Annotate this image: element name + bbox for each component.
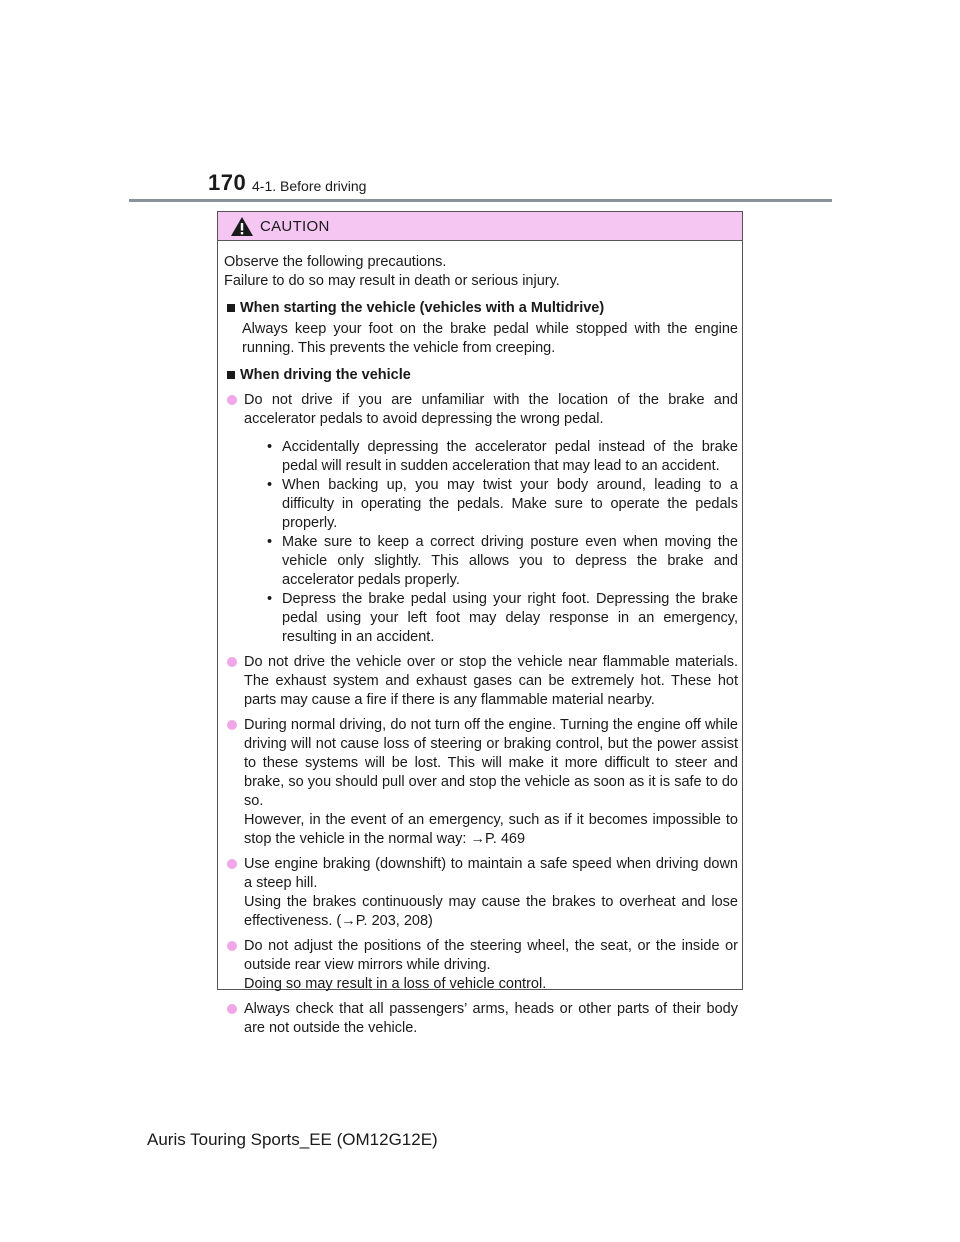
sub-list-item	[264, 476, 738, 533]
caution-header	[218, 212, 742, 241]
dot-bullet-icon: •	[267, 439, 273, 455]
list-item-text: Do not drive if you are unfamiliar with the location of the brake and accelerator pedals to avoid depressing the wrong pedal.	[244, 392, 738, 427]
warning-triangle-icon	[230, 216, 254, 237]
section-heading-text: When starting the vehicle (vehicles with a Multidrive)	[240, 300, 605, 316]
list-item	[224, 855, 738, 931]
circle-bullet-icon	[227, 859, 237, 869]
list-item-text: Using the brakes continuously may cause the brakes to overheat and lose effectiveness. (→P. 203, 208)	[244, 894, 738, 929]
list-item	[224, 653, 738, 710]
list-item	[224, 716, 738, 849]
list-item	[224, 1000, 738, 1038]
page-number: 170	[208, 170, 247, 195]
sub-list-item-text: Accidentally depressing the accelerator pedal instead of the brake pedal will result in sudden acceleration that may lead to an accident.	[282, 439, 738, 474]
circle-bullet-icon	[227, 720, 237, 730]
list-item-text: Use engine braking (downshift) to maintain a safe speed when driving down a steep hill.	[244, 856, 738, 891]
list-item-text: Doing so may result in a loss of vehicle control.	[244, 976, 547, 992]
dot-bullet-icon: •	[267, 477, 273, 493]
square-bullet-icon	[227, 304, 235, 312]
header-rule	[129, 199, 832, 202]
sub-list-item	[264, 438, 738, 476]
circle-bullet-icon	[227, 395, 237, 405]
document-footer: Auris Touring Sports_EE (OM12G12E)	[147, 1130, 438, 1149]
caution-intro	[224, 253, 738, 291]
caution-box	[217, 211, 743, 1036]
sub-list-item	[264, 590, 738, 647]
section-paragraph: Always keep your foot on the brake pedal while stopped with the engine running. This prevents the vehicle from creeping.	[242, 321, 738, 356]
dot-bullet-icon: •	[267, 591, 273, 607]
list-item	[224, 391, 738, 647]
sub-list-item-text: When backing up, you may twist your body around, leading to a difficulty in operating the pedals. Make sure to operate the pedals properly.	[282, 477, 738, 531]
dot-bullet-icon: •	[267, 534, 273, 550]
circle-bullet-icon	[227, 941, 237, 951]
square-bullet-icon	[227, 371, 235, 379]
section-heading-text: When driving the vehicle	[240, 367, 411, 383]
intro-line: Observe the following precautions.	[224, 254, 447, 270]
circle-bullet-icon	[227, 1004, 237, 1014]
caution-body	[218, 241, 742, 1038]
section-title: 4-1. Before driving	[252, 178, 367, 194]
list-item-text: Do not drive the vehicle over or stop the vehicle near flammable materials. The exhaust system and exhaust gases can be extremely hot. These hot parts may cause a fire if there is any flammable material nearby.	[244, 654, 738, 708]
list-item-text: Do not adjust the positions of the steering wheel, the seat, or the inside or outside rear view mirrors while driving.	[244, 938, 738, 973]
intro-line: Failure to do so may result in death or serious injury.	[224, 273, 560, 289]
sub-list-item-text: Make sure to keep a correct driving posture even when moving the vehicle only slightly. This allows you to depress the brake and accelerator pedals properly.	[282, 534, 738, 588]
circle-bullet-icon	[227, 657, 237, 667]
section-heading	[224, 299, 738, 318]
list-item-text: During normal driving, do not turn off the engine. Turning the engine off while driving will not cause loss of steering or braking control, but the power assist to these systems will be lost. This will make it more difficult to steer and brake, so you should pull over and stop the vehicle as soon as it is safe to do so.	[244, 717, 738, 809]
section-heading	[224, 366, 738, 385]
list-item-text: Always check that all passengers’ arms, heads or other parts of their body are not outside the vehicle.	[244, 1001, 738, 1036]
sub-list-item-text: Depress the brake pedal using your right foot. Depressing the brake pedal using your left foot may delay response in an emergency, resulting in an accident.	[282, 591, 738, 645]
list-item-text: However, in the event of an emergency, such as if it becomes impossible to stop the vehicle in the normal way: →P. 469	[244, 812, 738, 847]
sub-list	[264, 438, 738, 647]
caution-title: CAUTION	[260, 217, 330, 235]
list-item	[224, 937, 738, 994]
sub-list-item	[264, 533, 738, 590]
